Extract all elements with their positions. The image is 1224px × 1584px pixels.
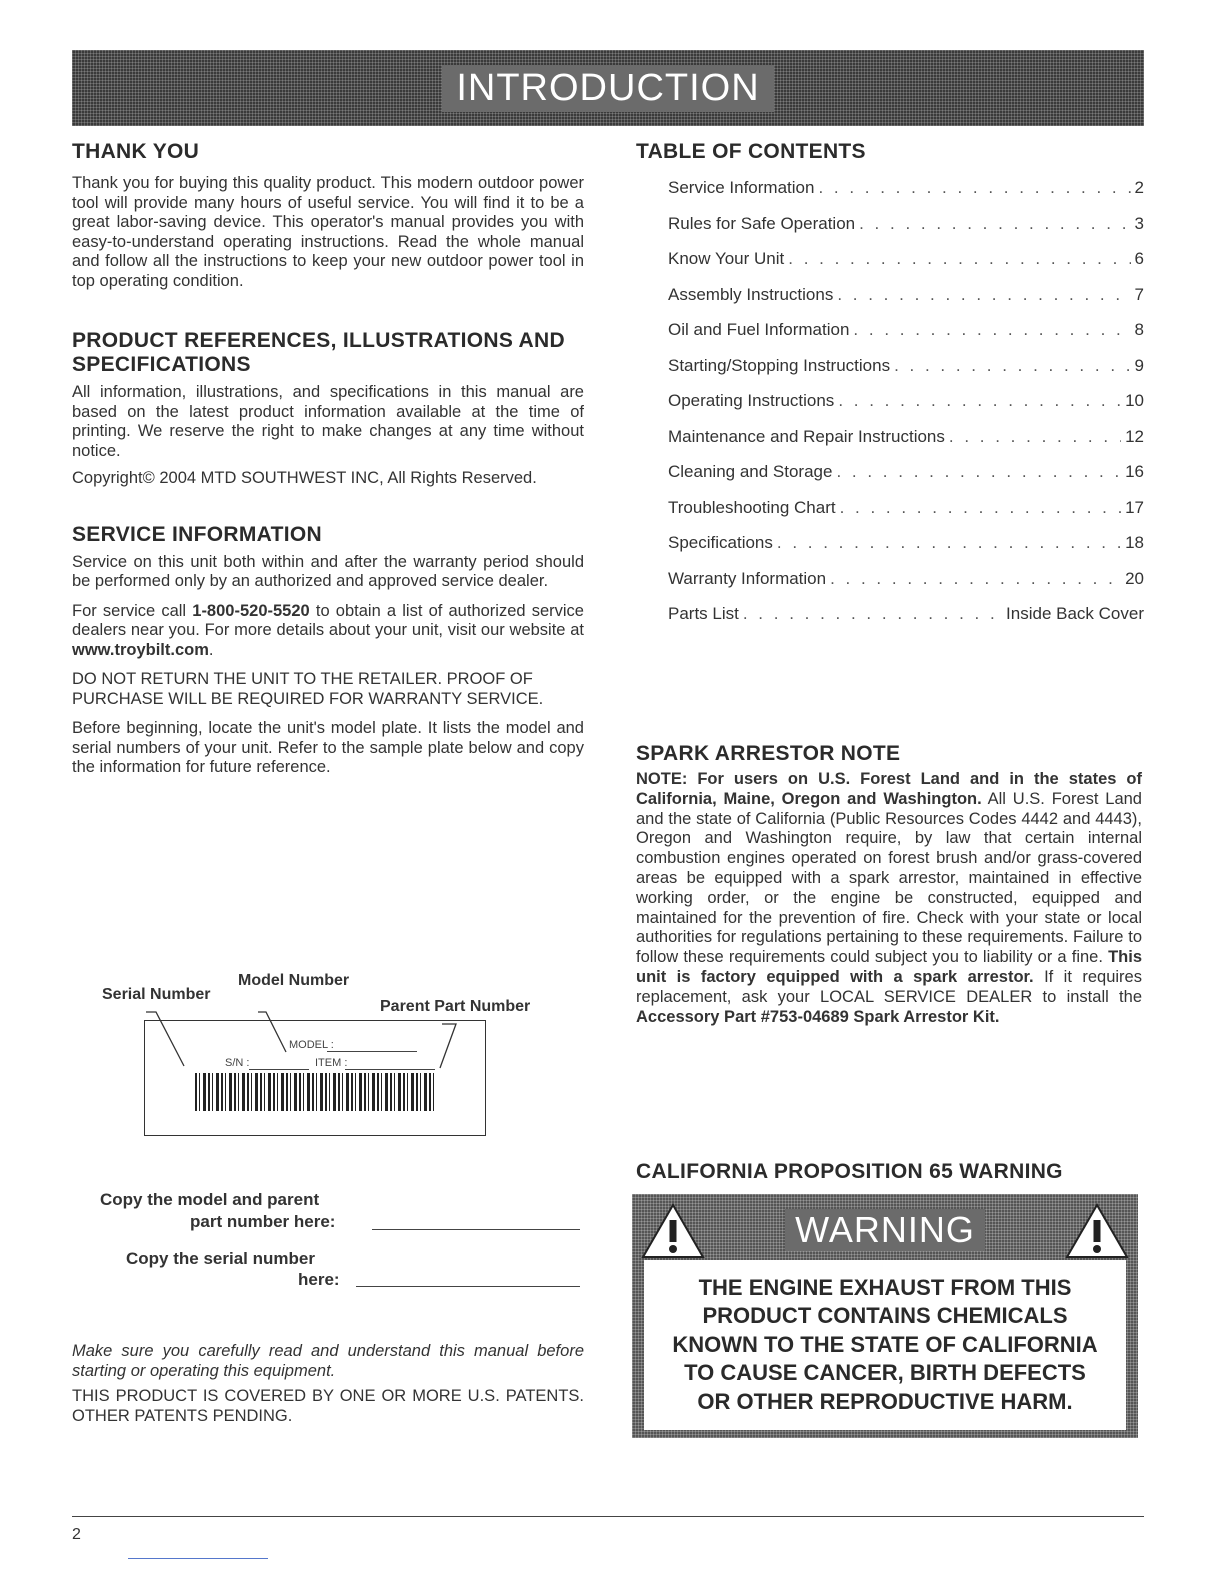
toc-leader-dots [788,249,1130,269]
warning-triangle-icon [640,1202,706,1260]
toc-entry-title: Assembly Instructions [668,284,834,304]
toc-entry-title: Service Information [668,178,815,197]
toc-entry-page: 10 [1125,391,1144,410]
prop65-warning-box [632,1194,1138,1438]
thank-you-heading: THANK YOU [72,140,200,163]
spark-arrestor-text: NOTE: For users on U.S. Forest Land and in the states of California, Maine, Oregon and Washington. All U.S. Forest Land and the state of California (Public Resources Codes 4442 and 4443), Oregon and Washington require, by law that certain internal combustion engines operated on forest brush and/or grass-covered areas be equipped with a spark arrestor, maintained in effective working order, or the engine be constructed, equipped and maintained for the prevention of fire. Check with your state or local authorities for regulations pertaining to these requirements. Failure to follow these requirements could subject you to liability or a fine. This unit is factory equipped with a spark arrestor. If it requires replacement, ask your LOCAL SERVICE DEALER to install the Accessory Part #753-04689 Spark Arrestor Kit. [636,770,1142,1026]
toc-entry[interactable] [668,462,1144,498]
warning-line: KNOWN TO THE STATE OF CALIFORNIA [672,1331,1098,1357]
warning-header [702,1206,1068,1254]
toc-entry-title: Parts List [668,604,739,623]
toc-leader-dots [836,462,1121,482]
section-title: INTRODUCTION [442,65,773,112]
toc-leader-dots [838,391,1121,411]
model-plate-diagram [100,968,550,1138]
toc-entry-page: 12 [1125,426,1144,446]
toc-entry[interactable] [668,320,1144,356]
service-information-heading: SERVICE INFORMATION [72,522,322,546]
patents-note: THIS PRODUCT IS COVERED BY ONE OR MORE U.S. PATENTS. OTHER PATENTS PENDING. [72,1387,584,1425]
table-of-contents-heading: TABLE OF CONTENTS [636,140,866,163]
toc-entry-title: Operating Instructions [668,391,835,410]
warning-word: WARNING [785,1209,985,1251]
toc-leader-dots [840,498,1122,518]
toc-entry-page: 2 [1134,178,1144,197]
toc-entry-title: Oil and Fuel Information [668,320,850,339]
thank-you-text: Thank you for buying this quality product. This modern outdoor power tool will provide many hours of useful service. You will find it to be a great labor-saving device. This operator's manual provides you with easy-to-understand operating instructions. Read the whole manual and follow all the instructions to keep your new outdoor power tool in top operating condition. [72,174,584,290]
copy-model-label-line2: part number here: [190,1212,336,1231]
toc-entry-page: 20 [1125,568,1144,588]
toc-entry-title: Know Your Unit [668,249,785,268]
sn-field-label: S/N : [225,1057,250,1069]
copy-model-label-line1: Copy the model and parent [100,1190,320,1209]
toc-leader-dots [894,356,1130,376]
footer-link-underline [128,1558,268,1559]
service-phone: 1-800-520-5520 [192,601,310,620]
left-column [72,140,584,778]
toc-entry-title: Troubleshooting Chart [668,497,836,517]
toc-entry-title: Starting/Stopping Instructions [668,355,891,375]
toc-leader-dots [949,427,1121,447]
toc-leader-dots [859,214,1130,234]
toc-entry[interactable] [668,214,1144,250]
toc-entry-title: Warranty Information [668,568,827,588]
product-references-heading: PRODUCT REFERENCES, ILLUSTRATIONS AND SPECIFICATIONS [72,329,565,376]
toc-entry-page: 6 [1134,249,1144,268]
toc-leader-dots [830,569,1121,589]
toc-entry-page: 17 [1125,497,1144,517]
copy-serial-label-line1: Copy the serial number [126,1249,315,1268]
toc-entry[interactable] [668,604,1144,640]
copy-serial-label-line2: here: [298,1270,340,1289]
page-number: 2 [72,1526,81,1543]
model-number-blank [372,1229,580,1230]
product-references-text: All information, illustrations, and specifications in this manual are based on the latest product information available at the time of printing. We reserve the right to make changes at any time without notice. [72,383,584,460]
service-text-4: Before beginning, locate the unit's model plate. It lists the model and serial numbers of your unit. Refer to the sample plate below and copy the information for future reference. [72,719,584,776]
toc-entry-title: Specifications [668,533,773,552]
parent-part-number-label: Parent Part Number [380,998,531,1015]
warning-message [644,1260,1126,1430]
toc-entry-page: 16 [1125,462,1144,481]
toc-entry[interactable] [668,569,1144,605]
toc-entry-page: 9 [1134,355,1144,375]
service-text-3: DO NOT RETURN THE UNIT TO THE RETAILER. PROOF OF PURCHASE WILL BE REQUIRED FOR WARRANTY SERVICE. [72,670,544,708]
toc-entry-page: 3 [1134,213,1144,233]
model-field-label: MODEL : [289,1039,334,1051]
model-plate [144,1020,486,1136]
toc-entry-page: 18 [1125,533,1144,552]
read-manual-note: Make sure you carefully read and understand this manual before starting or operating this equipment. [72,1342,584,1380]
toc-leader-dots [743,604,1002,624]
toc-leader-dots [777,533,1121,553]
toc-entry-title: Maintenance and Repair Instructions [668,426,945,446]
warning-line: PRODUCT CONTAINS CHEMICALS [702,1303,1068,1329]
toc-entry-page: 8 [1134,320,1144,339]
website-link[interactable]: www.troybilt.com [72,640,209,659]
toc-entry[interactable] [668,249,1144,285]
spark-arrestor-heading: SPARK ARRESTOR NOTE [636,742,901,765]
toc-entry[interactable] [668,178,1144,214]
spark-arrestor-section [636,742,1142,1027]
toc-entry-page: Inside Back Cover [1006,604,1144,623]
toc-entry[interactable] [668,533,1144,569]
toc-leader-dots [853,320,1130,340]
barcode [195,1073,435,1111]
service-text-1: Service on this unit both within and after the warranty period should be performed only by an authorized and approved service dealer. [72,552,584,590]
warning-triangle-icon [1064,1202,1130,1260]
toc-entry[interactable] [668,356,1144,392]
toc-entry-title: Rules for Safe Operation [668,213,856,233]
service-text-2: For service call 1-800-520-5520 to obtain a list of authorized service dealers near you. For more details about your unit, visit our website at www.troybilt.com. [72,601,584,659]
toc-entry-title: Cleaning and Storage [668,462,833,481]
right-column [636,140,1144,640]
section-banner [72,50,1144,126]
toc-entry[interactable] [668,391,1144,427]
copyright-text: Copyright© 2004 MTD SOUTHWEST INC, All Rights Reserved. [72,469,537,487]
serial-number-blank [356,1286,580,1287]
warning-line: THE ENGINE EXHAUST FROM THIS [698,1274,1072,1300]
toc-entry[interactable] [668,427,1144,463]
item-field-label: ITEM : [315,1057,348,1069]
warning-line: OR OTHER REPRODUCTIVE HARM. [697,1388,1073,1414]
prop65-heading: CALIFORNIA PROPOSITION 65 WARNING [636,1160,1063,1183]
toc-leader-dots [837,285,1130,305]
toc-entry[interactable] [668,285,1144,321]
table-of-contents [668,178,1144,640]
toc-entry-page: 7 [1134,284,1144,304]
footer-rule [72,1516,1144,1517]
toc-leader-dots [818,178,1130,198]
model-number-label: Model Number [238,972,350,989]
toc-entry[interactable] [668,498,1144,534]
warning-line: TO CAUSE CANCER, BIRTH DEFECTS [684,1360,1086,1386]
serial-number-label: Serial Number [102,986,211,1003]
